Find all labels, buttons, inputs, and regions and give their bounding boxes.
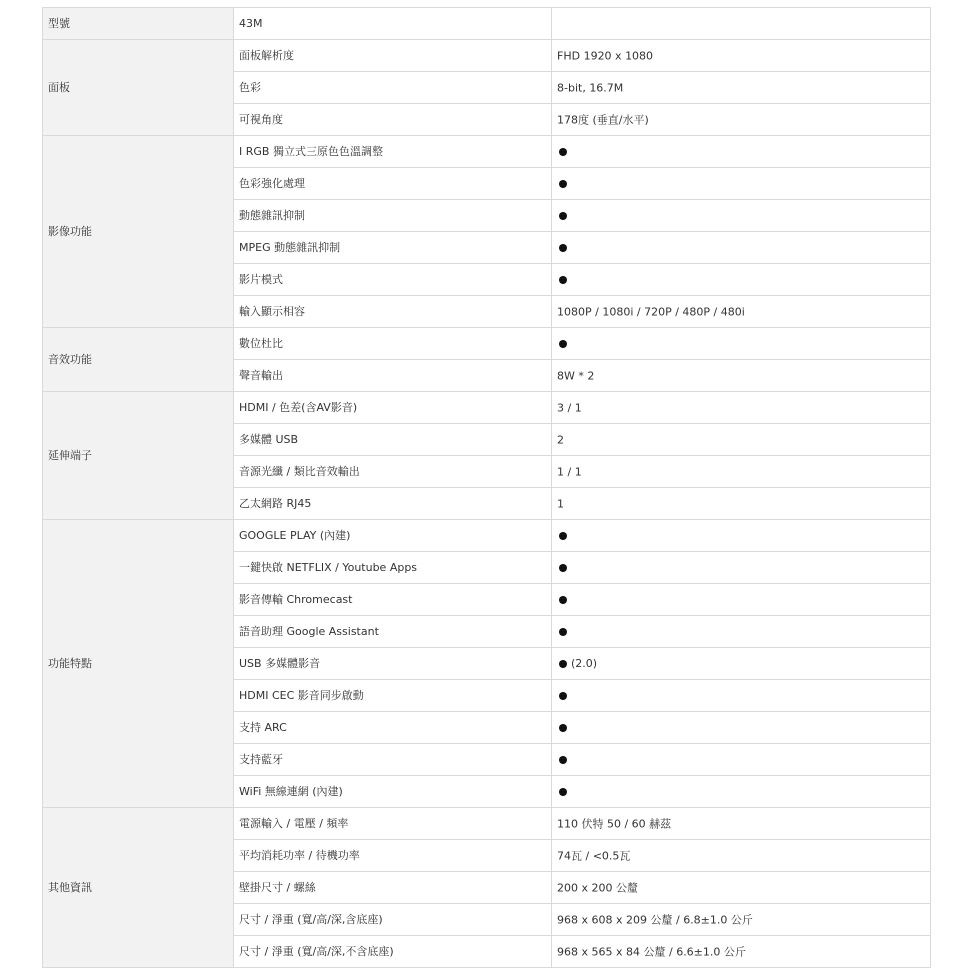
value-text: 968 x 565 x 84 公釐 / 6.6±1.0 公斤 xyxy=(557,945,746,959)
feature-cell: 尺寸 / 淨重 (寬/高/深,含底座) xyxy=(234,904,552,936)
value-cell xyxy=(552,520,931,552)
feature-cell: 電源輸入 / 電壓 / 頻率 xyxy=(234,808,552,840)
value-cell xyxy=(552,904,931,936)
spec-row xyxy=(43,520,931,552)
value-text: 200 x 200 公釐 xyxy=(557,881,638,895)
feature-cell: HDMI / 色差(含AV影音) xyxy=(234,392,552,424)
feature-cell: 可視角度 xyxy=(234,104,552,136)
spec-row xyxy=(43,328,931,360)
feature-cell: 數位杜比 xyxy=(234,328,552,360)
value-cell xyxy=(552,744,931,776)
value-cell xyxy=(552,936,931,968)
supported-dot-icon xyxy=(559,340,567,348)
supported-dot-icon xyxy=(559,692,567,700)
supported-dot-icon xyxy=(559,532,567,540)
supported-dot-icon xyxy=(559,724,567,732)
value-cell xyxy=(552,488,931,520)
feature-cell: 語音助理 Google Assistant xyxy=(234,616,552,648)
value-text: 1 / 1 xyxy=(557,465,582,479)
supported-dot-icon xyxy=(559,276,567,284)
value-cell xyxy=(552,264,931,296)
value-text: FHD 1920 x 1080 xyxy=(557,49,654,63)
value-cell xyxy=(552,392,931,424)
supported-dot-icon xyxy=(559,596,567,604)
value-cell xyxy=(552,424,931,456)
value-cell xyxy=(552,232,931,264)
spec-row xyxy=(43,392,931,424)
feature-cell: 多媒體 USB xyxy=(234,424,552,456)
supported-dot-icon xyxy=(559,660,567,668)
feature-cell: HDMI CEC 影音同步啟動 xyxy=(234,680,552,712)
feature-cell: 面板解析度 xyxy=(234,40,552,72)
supported-dot-icon xyxy=(559,756,567,764)
value-cell xyxy=(552,872,931,904)
value-cell xyxy=(552,104,931,136)
value-cell xyxy=(552,456,931,488)
spec-table xyxy=(42,7,931,968)
category-cell: 其他資訊 xyxy=(43,808,234,968)
value-cell xyxy=(552,72,931,104)
category-cell: 音效功能 xyxy=(43,328,234,392)
feature-cell: 一鍵快啟 NETFLIX / Youtube Apps xyxy=(234,552,552,584)
value-text: 8W * 2 xyxy=(557,369,595,383)
value-text: 178度 (垂直/水平) xyxy=(557,113,649,127)
value-cell xyxy=(552,40,931,72)
value-text: 968 x 608 x 209 公釐 / 6.8±1.0 公斤 xyxy=(557,913,753,927)
feature-cell: 壁掛尺寸 / 螺絲 xyxy=(234,872,552,904)
model-row xyxy=(43,8,931,40)
value-text: 74瓦 / <0.5瓦 xyxy=(557,849,631,863)
feature-cell: 動態雜訊抑制 xyxy=(234,200,552,232)
value-cell xyxy=(552,136,931,168)
feature-cell: 影片模式 xyxy=(234,264,552,296)
value-text: 3 / 1 xyxy=(557,401,582,415)
model-value: 43M xyxy=(234,8,552,40)
value-text: 1 xyxy=(557,497,564,511)
model-label: 型號 xyxy=(43,8,234,40)
value-cell xyxy=(552,712,931,744)
value-cell xyxy=(552,648,931,680)
supported-dot-icon xyxy=(559,180,567,188)
supported-dot-icon xyxy=(559,628,567,636)
value-text: (2.0) xyxy=(571,657,598,671)
model-extra xyxy=(552,8,931,40)
value-text: 2 xyxy=(557,433,564,447)
value-text: 1080P / 1080i / 720P / 480P / 480i xyxy=(557,305,745,319)
supported-dot-icon xyxy=(559,148,567,156)
category-cell: 面板 xyxy=(43,40,234,136)
feature-cell: GOOGLE PLAY (內建) xyxy=(234,520,552,552)
feature-cell: 輸入顯示相容 xyxy=(234,296,552,328)
feature-cell: 影音傳輸 Chromecast xyxy=(234,584,552,616)
spec-table-body xyxy=(43,8,931,968)
category-cell: 影像功能 xyxy=(43,136,234,328)
value-cell xyxy=(552,776,931,808)
feature-cell: 色彩 xyxy=(234,72,552,104)
supported-dot-icon xyxy=(559,212,567,220)
value-cell xyxy=(552,680,931,712)
feature-cell: 尺寸 / 淨重 (寬/高/深,不含底座) xyxy=(234,936,552,968)
feature-cell: 色彩強化處理 xyxy=(234,168,552,200)
category-cell: 延伸端子 xyxy=(43,392,234,520)
feature-cell: 支持藍牙 xyxy=(234,744,552,776)
supported-dot-icon xyxy=(559,788,567,796)
feature-cell: 聲音輸出 xyxy=(234,360,552,392)
value-cell xyxy=(552,328,931,360)
feature-cell: I RGB 獨立式三原色色溫調整 xyxy=(234,136,552,168)
feature-cell: MPEG 動態雜訊抑制 xyxy=(234,232,552,264)
feature-cell: 平均消耗功率 / 待機功率 xyxy=(234,840,552,872)
supported-dot-icon xyxy=(559,244,567,252)
value-cell xyxy=(552,840,931,872)
value-cell xyxy=(552,584,931,616)
spec-row xyxy=(43,136,931,168)
spec-row xyxy=(43,808,931,840)
value-cell xyxy=(552,616,931,648)
value-cell xyxy=(552,168,931,200)
value-cell xyxy=(552,552,931,584)
feature-cell: 音源光纖 / 類比音效輸出 xyxy=(234,456,552,488)
feature-cell: 支持 ARC xyxy=(234,712,552,744)
feature-cell: USB 多媒體影音 xyxy=(234,648,552,680)
value-cell xyxy=(552,200,931,232)
value-cell xyxy=(552,296,931,328)
value-cell xyxy=(552,808,931,840)
spec-row xyxy=(43,40,931,72)
value-text: 8-bit, 16.7M xyxy=(557,81,624,95)
value-cell xyxy=(552,360,931,392)
category-cell: 功能特點 xyxy=(43,520,234,808)
value-text: 110 伏特 50 / 60 赫茲 xyxy=(557,817,672,831)
feature-cell: 乙太網路 RJ45 xyxy=(234,488,552,520)
supported-dot-icon xyxy=(559,564,567,572)
feature-cell: WiFi 無線連網 (內建) xyxy=(234,776,552,808)
